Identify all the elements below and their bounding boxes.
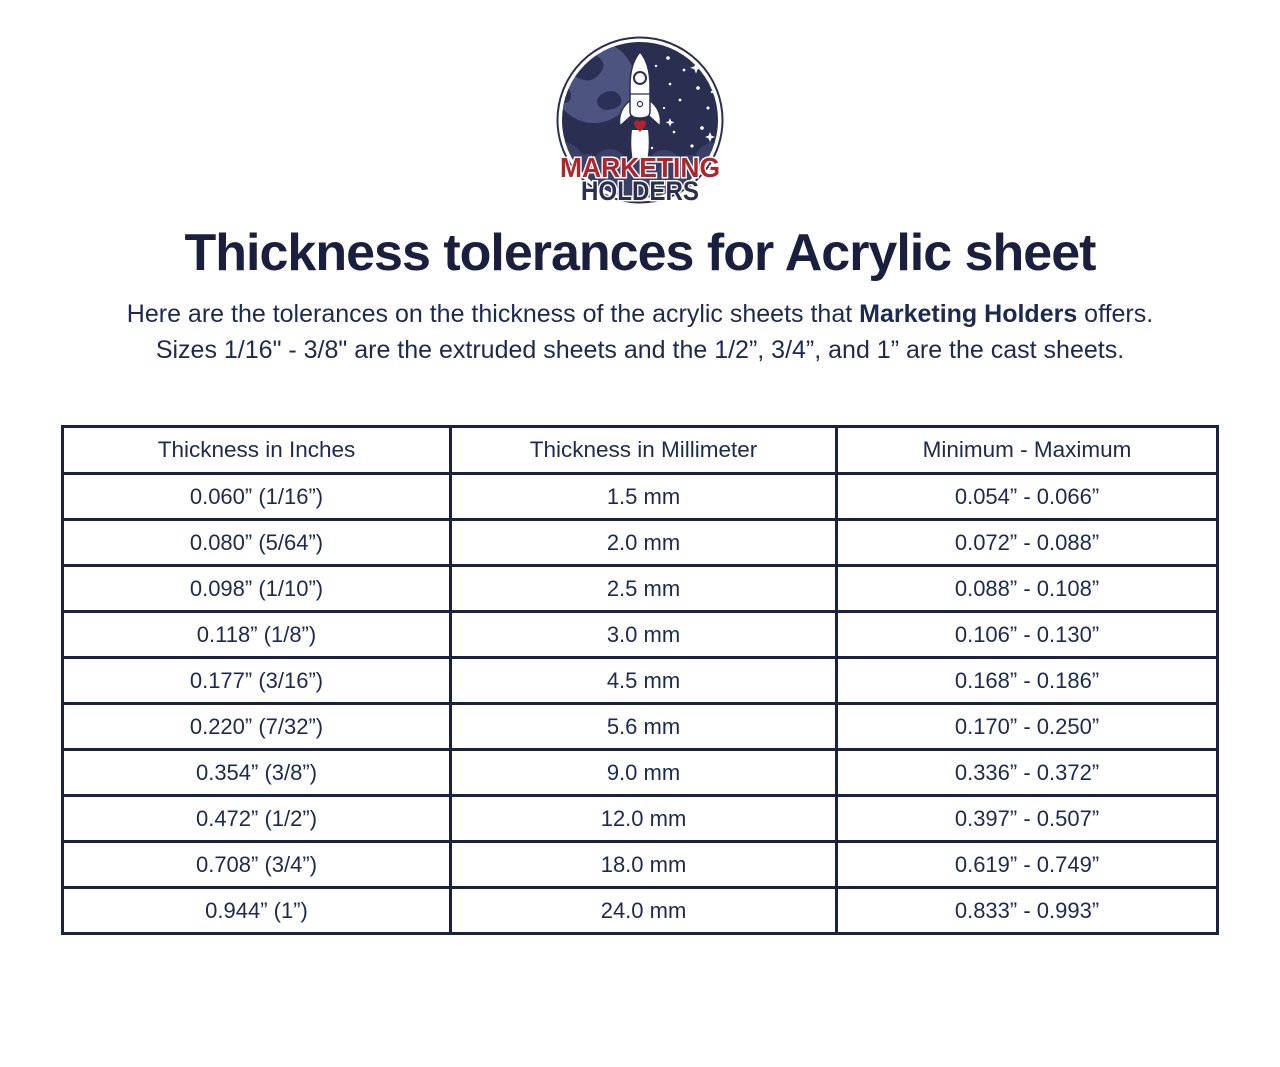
cell-inches: 0.177” (3/16”) [63,658,451,704]
table-row [63,842,1218,888]
cell-inches: 0.708” (3/4”) [63,842,451,888]
cell-min-max: 0.397” - 0.507” [837,796,1218,842]
table-row [63,658,1218,704]
cell-inches: 0.220” (7/32”) [63,704,451,750]
cell-inches: 0.080” (5/64”) [63,520,451,566]
logo-text-holders: HOLDERS [581,176,699,204]
table-row [63,750,1218,796]
header-thickness-inches: Thickness in Inches [63,427,451,474]
cell-millimeter: 24.0 mm [451,888,837,934]
cell-min-max: 0.168” - 0.186” [837,658,1218,704]
rocket-window [634,72,646,84]
cell-min-max: 0.336” - 0.372” [837,750,1218,796]
intro-line1: Here are the tolerances on the thickness of the acrylic sheets that Marketing Holders offers. [126,300,1154,329]
cell-inches: 0.354” (3/8”) [63,750,451,796]
marketing-holders-logo [552,36,728,204]
logo-text-marketing: MARKETING [560,152,720,183]
cell-min-max: 0.833” - 0.993” [837,888,1218,934]
page-title: Thickness tolerances for Acrylic sheet [184,224,1096,282]
cell-min-max: 0.072” - 0.088” [837,520,1218,566]
logo-container [0,0,1280,204]
cell-inches: 0.118” (1/8”) [63,612,451,658]
cell-min-max: 0.619” - 0.749” [837,842,1218,888]
table-header-row [63,427,1218,474]
cell-min-max: 0.106” - 0.130” [837,612,1218,658]
cell-millimeter: 3.0 mm [451,612,837,658]
cell-millimeter: 2.0 mm [451,520,837,566]
table-row [63,612,1218,658]
cell-inches: 0.472” (1/2”) [63,796,451,842]
table-row [63,704,1218,750]
tolerance-table [61,425,1219,935]
logo-wordmark [560,152,720,204]
cell-millimeter: 18.0 mm [451,842,837,888]
table-container [0,425,1280,935]
table-row [63,566,1218,612]
cell-millimeter: 1.5 mm [451,474,837,520]
table-row [63,520,1218,566]
cell-millimeter: 4.5 mm [451,658,837,704]
cell-inches: 0.944” (1”) [63,888,451,934]
intro-text [40,296,1240,368]
cell-millimeter: 9.0 mm [451,750,837,796]
table-row [63,888,1218,934]
cell-min-max: 0.088” - 0.108” [837,566,1218,612]
cell-inches: 0.098” (1/10”) [63,566,451,612]
cell-min-max: 0.054” - 0.066” [837,474,1218,520]
brand-name: Marketing Holders [859,300,1078,329]
cell-min-max: 0.170” - 0.250” [837,704,1218,750]
cell-millimeter: 12.0 mm [451,796,837,842]
header-thickness-millimeter: Thickness in Millimeter [451,427,837,474]
cell-millimeter: 5.6 mm [451,704,837,750]
table-row [63,796,1218,842]
cell-millimeter: 2.5 mm [451,566,837,612]
cell-inches: 0.060” (1/16”) [63,474,451,520]
intro-line2: Sizes 1/16" - 3/8" are the extruded sheets and the 1/2”, 3/4”, and 1” are the cast sheets. [155,336,1125,365]
header-minimum-maximum: Minimum - Maximum [837,427,1218,474]
table-row [63,474,1218,520]
